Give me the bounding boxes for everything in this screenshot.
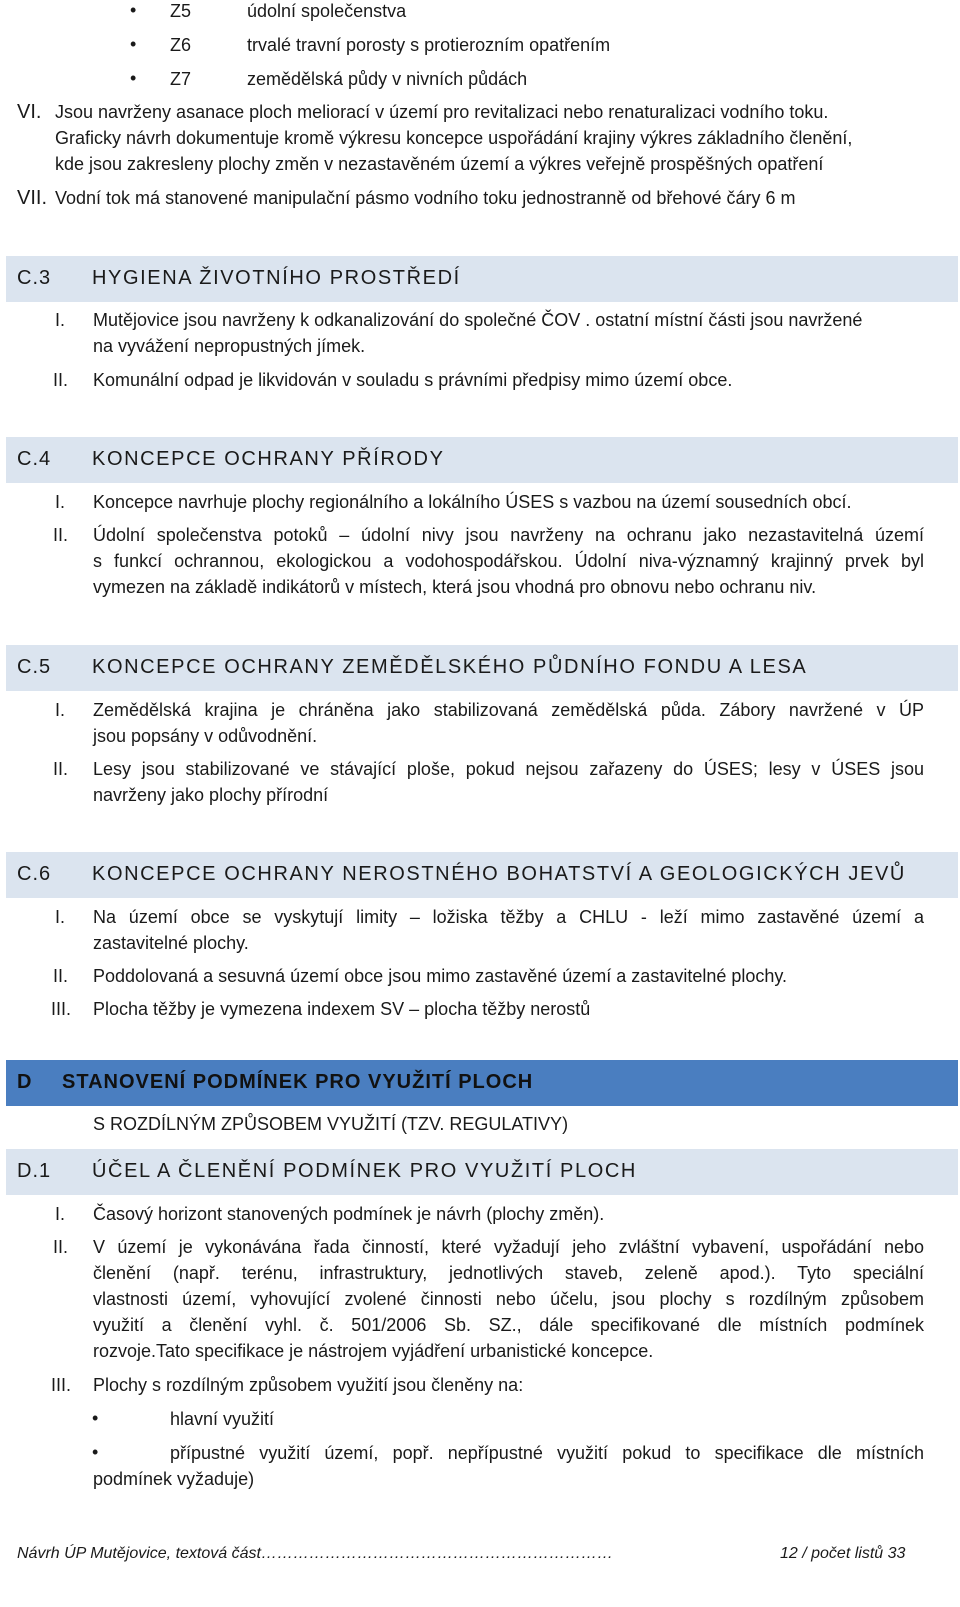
bullet-item-continued: podmínek vyžaduje) bbox=[93, 1469, 255, 1489]
paragraph-line: jsou popsány v odůvodnění. bbox=[93, 726, 318, 746]
item-number: II. bbox=[53, 370, 69, 390]
item-number: I. bbox=[55, 907, 66, 927]
paragraph-line: rozvoje.Tato specifikace je nástrojem vyjádření urbanistické koncepce. bbox=[93, 1341, 654, 1361]
item-number: II. bbox=[53, 525, 69, 545]
bullet-item: hlavní využití bbox=[170, 1409, 275, 1429]
paragraph-line: s funkcí ochrannou, ekologickou a vodohospodářskou. Údolní niva-významný krajinný prvek byl bbox=[93, 551, 924, 571]
section-number: C.5 bbox=[17, 656, 52, 678]
paragraph-line: Časový horizont stanovených podmínek je návrh (plochy změn). bbox=[93, 1204, 605, 1224]
section-number: C.6 bbox=[17, 863, 52, 885]
item-number: I. bbox=[55, 310, 66, 330]
paragraph-line: Zemědělská krajina je chráněna jako stabilizovaná zemědělská půda. Zábory navržené v ÚP bbox=[93, 700, 924, 720]
list-code: Z6 bbox=[170, 35, 192, 55]
paragraph-line: V území je vykonávána řada činností, které vyžadují jeho zvláštní vybavení, uspořádání nebo bbox=[93, 1237, 924, 1257]
item-number: I. bbox=[55, 1204, 66, 1224]
chapter-number: D bbox=[17, 1071, 32, 1093]
paragraph-line: Na území obce se vyskytují limity – ložiska těžby a CHLU - leží mimo zastavěné území a bbox=[93, 907, 924, 927]
paragraph-line: Plocha těžby je vymezena indexem SV – plocha těžby nerostů bbox=[93, 999, 591, 1019]
section-title: KONCEPCE OCHRANY ZEMĚDĚLSKÉHO PŮDNÍHO FONDU A LESA bbox=[92, 656, 808, 678]
section-title: KONCEPCE OCHRANY PŘÍRODY bbox=[92, 448, 445, 470]
bullet-icon: • bbox=[92, 1408, 99, 1428]
section-number: D.1 bbox=[17, 1160, 52, 1182]
section-heading-c5 bbox=[6, 645, 958, 691]
section-title: ÚČEL A ČLENĚNÍ PODMÍNEK PRO VYUŽITÍ PLOCH bbox=[92, 1160, 637, 1182]
item-number: II. bbox=[53, 759, 69, 779]
item-number: III. bbox=[51, 1375, 72, 1395]
item-number: I. bbox=[55, 492, 66, 512]
chapter-heading-d bbox=[6, 1060, 958, 1106]
paragraph-line: Plochy s rozdílným způsobem využití jsou členěny na: bbox=[93, 1375, 524, 1395]
paragraph-line: Mutějovice jsou navrženy k odkanalizování do společné ČOV . ostatní místní části jsou navržené bbox=[93, 310, 863, 330]
paragraph-line: Graficky návrh dokumentuje kromě výkresu koncepce uspořádání krajiny výkres základního členění, bbox=[55, 128, 853, 148]
footer-document-title: Návrh ÚP Mutějovice, textová část………………………………………………………… bbox=[17, 1545, 613, 1562]
section-number: C.4 bbox=[17, 448, 52, 470]
list-label: údolní společenstva bbox=[247, 1, 407, 21]
footer-page-number: 12 / počet listů 33 bbox=[780, 1545, 906, 1562]
paragraph-line: zastavitelné plochy. bbox=[93, 933, 249, 953]
paragraph-line: na vyvážení nepropustných jímek. bbox=[93, 336, 366, 356]
bullet-icon: • bbox=[130, 68, 137, 88]
section-title: HYGIENA ŽIVOTNÍHO PROSTŘEDÍ bbox=[92, 267, 461, 289]
paragraph-line: Komunální odpad je likvidován v souladu s právními předpisy mimo území obce. bbox=[93, 370, 733, 390]
paragraph-line: Poddolovaná a sesuvná území obce jsou mimo zastavěné území a zastavitelné plochy. bbox=[93, 966, 788, 986]
item-number: II. bbox=[53, 966, 69, 986]
bullet-icon: • bbox=[92, 1442, 99, 1462]
list-label: zemědělská půdy v nivních půdách bbox=[247, 69, 528, 89]
item-number: II. bbox=[53, 1237, 69, 1257]
paragraph-line: členění (např. terénu, infrastruktury, jednotlivých staveb, zeleně apod.). Tyto speciální bbox=[93, 1263, 924, 1283]
section-heading-c4 bbox=[6, 437, 958, 483]
chapter-subtitle: S ROZDÍLNÝM ZPŮSOBEM VYUŽITÍ (TZV. REGULATIVY) bbox=[93, 1114, 569, 1134]
paragraph-line: Koncepce navrhuje plochy regionálního a lokálního ÚSES s vazbou na území sousedních obcí. bbox=[93, 492, 852, 512]
paragraph-line: Jsou navrženy asanace ploch meliorací v území pro revitalizaci nebo renaturalizaci vodního toku. bbox=[55, 102, 829, 122]
list-code: Z5 bbox=[170, 1, 192, 21]
paragraph-line: kde jsou zakresleny plochy změn v nezastavěném území a výkres veřejně prospěšných opatření bbox=[55, 154, 824, 174]
item-number: VII. bbox=[17, 187, 48, 209]
bullet-icon: • bbox=[130, 34, 137, 54]
section-heading-d1 bbox=[6, 1149, 958, 1195]
list-code: Z7 bbox=[170, 69, 192, 89]
paragraph-line: vymezen na základě indikátorů v místech, která jsou vhodná pro obnovu nebo ochranu niv. bbox=[93, 577, 817, 597]
bullet-item: přípustné využití území, popř. nepřípustné využití pokud to specifikace dle místních bbox=[170, 1443, 924, 1463]
section-number: C.3 bbox=[17, 267, 52, 289]
paragraph-line: Údolní společenstva potoků – údolní nivy jsou navrženy na ochranu jako nezastavitelná území bbox=[93, 525, 924, 545]
paragraph-line: využití a členění vyhl. č. 501/2006 Sb. SZ., dále specifikované dle místních podmínek bbox=[93, 1315, 924, 1335]
paragraph-line: navrženy jako plochy přírodní bbox=[93, 785, 329, 805]
list-label: trvalé travní porosty s protierozním opatřením bbox=[247, 35, 611, 55]
item-number: VI. bbox=[17, 101, 42, 123]
chapter-title: STANOVENÍ PODMÍNEK PRO VYUŽITÍ PLOCH bbox=[62, 1071, 534, 1093]
paragraph-line: Vodní tok má stanovené manipulační pásmo vodního toku jednostranně od břehové čáry 6 m bbox=[55, 188, 796, 208]
section-heading-c6 bbox=[6, 852, 958, 898]
paragraph-line: Lesy jsou stabilizované ve stávající ploše, pokud nejsou zařazeny do ÚSES; lesy v ÚSES jsou bbox=[93, 759, 924, 779]
paragraph-line: vlastnosti území, vyhovující zvolené činnosti nebo účelu, jsou plochy s rozdílným způsobem bbox=[93, 1289, 924, 1309]
item-number: I. bbox=[55, 700, 66, 720]
bullet-icon: • bbox=[130, 0, 137, 20]
item-number: III. bbox=[51, 999, 72, 1019]
section-title: KONCEPCE OCHRANY NEROSTNÉHO BOHATSTVÍ A GEOLOGICKÝCH JEVŮ bbox=[92, 863, 906, 885]
section-heading-c3 bbox=[6, 256, 958, 302]
